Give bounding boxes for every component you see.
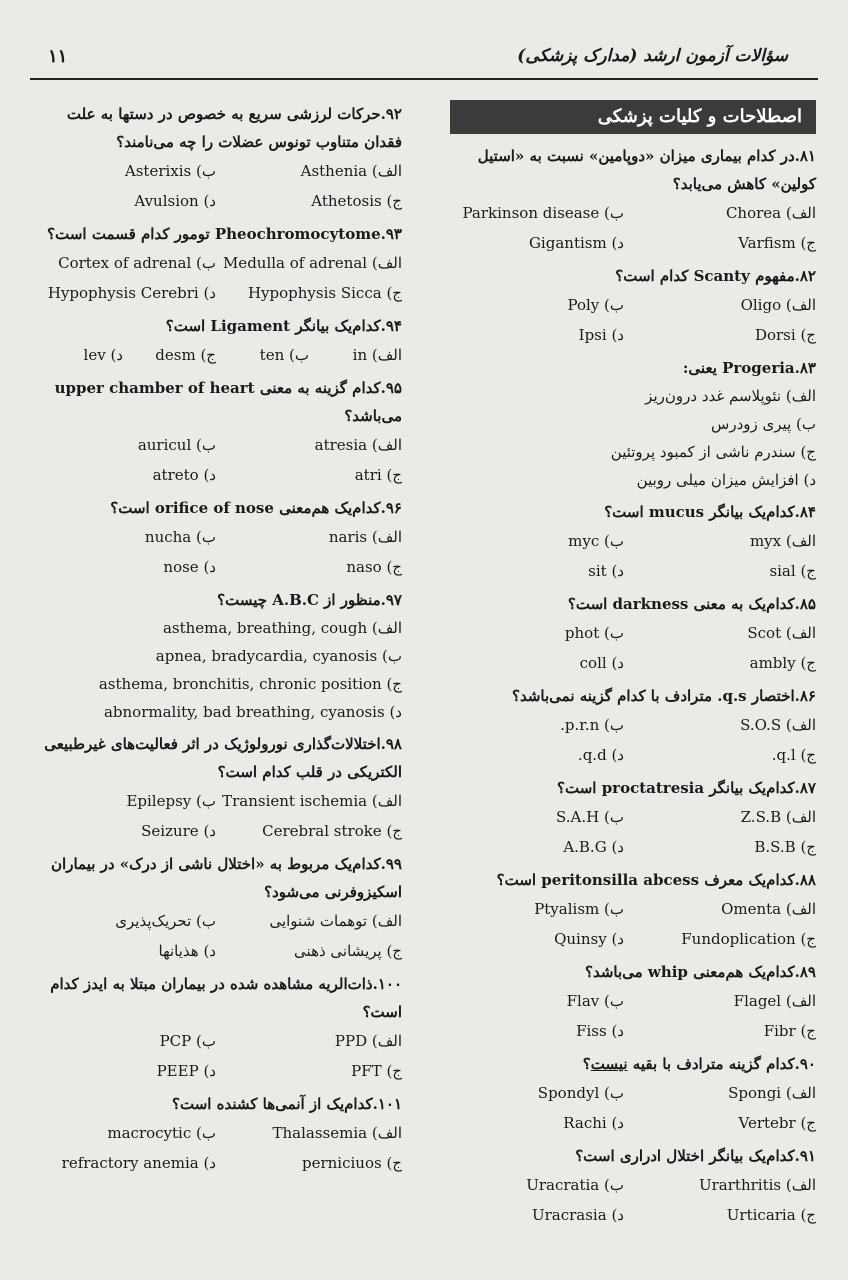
option-b: ب) auricul (137, 436, 216, 454)
option-a: الف) PPD (334, 1032, 402, 1050)
left-column (30, 100, 402, 1182)
option-a: الف) Medulla of adrenal (222, 254, 402, 272)
option-b: ب) nucha (144, 528, 216, 546)
question-101: ۱۰۱.کدام‌یک از آنمی‌ها کشنده است؟ الف) Thalassemia ب) macrocytic ج) perniciuos د) refractory anemia (30, 1090, 402, 1178)
option-d: د) Ipsi (578, 326, 624, 344)
option-c: ج) پریشانی ذهنی (294, 942, 402, 960)
question-93: ۹۳.Pheochromocytome تومور کدام قسمت است؟ الف) Medulla of adrenal ب) Cortex of adrenal ج) Hypophysis Sicca د) Hypophysis Cerebri (30, 220, 402, 308)
option-c: ج) Athetosis (311, 192, 402, 210)
option-c: ج) sial (769, 562, 816, 580)
option-b: ب) Epilepsy (126, 792, 216, 810)
option-a: الف) myx (749, 532, 816, 550)
option-c: ج) سندرم ناشی از کمبود پروتئین (610, 443, 816, 461)
question-text: Pheochromocytome تومور کدام قسمت است؟ (47, 225, 381, 243)
option-a: الف) Urarthritis (699, 1176, 816, 1194)
option-a: الف) نئوپلاسم غدد درون‌ریز (645, 387, 816, 405)
option-a: الف) Oligo (740, 296, 816, 314)
question-88: ۸۸.کدام‌یک معرف peritonsilla abcess است؟ الف) Omenta ب) Ptyalism ج) Fundoplication د) Quinsy (432, 866, 816, 954)
option-a: الف) in (352, 346, 402, 364)
option-b: ب) S.A.H (556, 808, 624, 826)
question-text: کدام‌یک هم‌معنی whip می‌باشد؟ (584, 963, 795, 981)
option-a: الف) atresia (314, 436, 402, 454)
option-a: الف) توهمات شنوایی (269, 912, 402, 930)
option-a: الف) asthema, breathing, cough (162, 619, 402, 637)
option-c: ج) Vertebr (738, 1114, 816, 1132)
option-c: ج) perniciuos (301, 1154, 402, 1172)
underlined-word: نیست (590, 1055, 628, 1073)
option-a: الف) Thalassemia (272, 1124, 402, 1142)
option-d: د) هذیانها (158, 942, 216, 960)
option-d: د) q.d. (577, 746, 624, 764)
option-b: ب) Asterixis (124, 162, 216, 180)
question-text: اختصار q.s. مترادف با کدام گزینه نمی‌باشد؟ (512, 687, 795, 705)
option-b: ب) macrocytic (107, 1124, 216, 1142)
option-d: د) Rachi (563, 1114, 624, 1132)
option-d: د) abnormality, bad breathing, cyanosis (103, 703, 402, 721)
question-84: ۸۴.کدام‌یک بیانگر mucus است؟ الف) myx ب) myc ج) sial د) sit (432, 498, 816, 586)
option-c: ج) Dorsi (754, 326, 816, 344)
option-c: ج) desm (155, 346, 216, 364)
option-c: ج) q.l. (771, 746, 816, 764)
page-number: ۱۱ (48, 46, 68, 67)
option-b: ب) Ptyalism (534, 900, 624, 918)
question-text: کدام‌یک بیانگر اختلال ادراری است؟ (575, 1147, 795, 1165)
question-85: ۸۵.کدام‌یک به معنی darkness است؟ الف) Scot ب) phot ج) ambly د) coll (432, 590, 816, 678)
option-b: ب) phot (564, 624, 624, 642)
question-82: ۸۲.مفهوم Scanty کدام است؟ الف) Oligo ب) Poly ج) Dorsi د) Ipsi (432, 262, 816, 350)
option-b: ب) p.r.n. (560, 716, 624, 734)
question-90: ۹۰.کدام گزینه مترادف با بقیه نیست؟ الف) Spongi ب) Spondyl ج) Vertebr د) Rachi (432, 1050, 816, 1138)
option-a: الف) Z.S.B (740, 808, 816, 826)
question-97: ۹۷.منظور از A.B.C چیست؟ الف) asthema, breathing, cough ب) apnea, bradycardia, cyanosis ج) asthema, bronchitis, chronic position د) abnormality, bad breathing, cyanosis (30, 586, 402, 726)
option-b: ب) ten (259, 346, 309, 364)
option-b: ب) Uracratia (526, 1176, 624, 1194)
question-text: کدام‌یک مربوط به «اختلال ناشی از درک» در بیماران اسکیزوفرنی می‌شود؟ (51, 855, 402, 901)
question-text: کدام‌یک بیانگر mucus است؟ (604, 503, 795, 521)
question-87: ۸۷.کدام‌یک بیانگر proctatresia است؟ الف) Z.S.B ب) S.A.H ج) B.S.B د) A.B.G (432, 774, 816, 862)
option-a: الف) Scot (747, 624, 816, 642)
option-a: الف) Asthenia (300, 162, 402, 180)
option-d: د) nose (163, 558, 216, 576)
option-b: ب) PCP (159, 1032, 216, 1050)
option-b: ب) myc (568, 532, 624, 550)
question-text: منظور از A.B.C چیست؟ (217, 591, 381, 609)
book-title: سؤالات آزمون ارشد (مدارک پزشکی) (517, 46, 788, 66)
question-100: ۱۰۰.ذات‌الریه مشاهده شده در بیماران مبتلا به ایدز کدام است؟ الف) PPD ب) PCP ج) PFT د) PEEP (30, 970, 402, 1086)
question-92: ۹۲.حرکات لرزشی سریع به خصوص در دستها به علت فقدان متناوب تونوس عضلات را چه می‌نامند؟ الف) Asthenia ب) Asterixis ج) Athetosis د) Avulsion (30, 100, 402, 216)
question-94: ۹۴.کدام‌یک بیانگر Ligament است؟ الف) in ب) ten ج) desm د) lev (30, 312, 402, 370)
option-c: ج) atri (354, 466, 402, 484)
option-d: د) A.B.G (563, 838, 624, 856)
option-b: ب) Poly (567, 296, 624, 314)
option-b: ب) تحریک‌پذیری (115, 912, 216, 930)
option-c: ج) Cerebral stroke (262, 822, 402, 840)
option-a: الف) S.O.S (740, 716, 816, 734)
question-83: ۸۳.Progeria یعنی: الف) نئوپلاسم غدد درون‌ریز ب) پیری زودرس ج) سندرم ناشی از کمبود پروتئین د) افزایش میزان میلی روبین (432, 354, 816, 494)
option-d: د) Avulsion (134, 192, 216, 210)
option-d: د) Quinsy (554, 930, 624, 948)
question-99: ۹۹.کدام‌یک مربوط به «اختلال ناشی از درک» در بیماران اسکیزوفرنی می‌شود؟ الف) توهمات شنوایی ب) تحریک‌پذیری ج) پریشانی ذهنی د) هذیانها (30, 850, 402, 966)
option-c: ج) Urticaria (726, 1206, 816, 1224)
question-text: کدام گزینه به معنی upper chamber of heart می‌باشد؟ (54, 379, 402, 425)
option-b: ب) Flav (566, 992, 624, 1010)
option-c: ج) ambly (749, 654, 816, 672)
option-d: د) Seizure (141, 822, 216, 840)
option-b: ب) پیری زودرس (711, 415, 816, 433)
question-text: کدام گزینه مترادف با بقیه (627, 1055, 795, 1073)
question-89: ۸۹.کدام‌یک هم‌معنی whip می‌باشد؟ الف) Flagel ب) Flav ج) Fibr د) Fiss (432, 958, 816, 1046)
option-a: الف) Chorea (725, 204, 816, 222)
option-d: د) coll (579, 654, 624, 672)
question-81: ۸۱.در کدام بیماری میزان «دوپامین» نسبت به «استیل کولین» کاهش می‌یابد؟ الف) Chorea ب) Parkinson disease ج) Varfism د) Gigantism (432, 142, 816, 258)
header-divider (30, 78, 818, 80)
question-text: کدام‌یک از آنمی‌ها کشنده است؟ (172, 1095, 373, 1113)
option-d: د) lev (83, 346, 123, 364)
question-text: کدام‌یک بیانگر proctatresia است؟ (557, 779, 795, 797)
option-d: د) افزایش میزان میلی روبین (636, 471, 816, 489)
option-d: د) Fiss (576, 1022, 624, 1040)
option-d: د) Hypophysis Cerebri (47, 284, 216, 302)
question-91: ۹۱.کدام‌یک بیانگر اختلال ادراری است؟ الف) Urarthritis ب) Uracratia ج) Urticaria د) Uracrasia (432, 1142, 816, 1230)
question-text: کدام‌یک معرف peritonsilla abcess است؟ (496, 871, 795, 889)
option-c: ج) B.S.B (754, 838, 816, 856)
question-96: ۹۶.کدام‌یک هم‌معنی orifice of nose است؟ الف) naris ب) nucha ج) naso د) nose (30, 494, 402, 582)
option-c: ج) Hypophysis Sicca (247, 284, 402, 302)
question-text: Progeria یعنی: (682, 359, 795, 377)
option-b: ب) Cortex of adrenal (58, 254, 216, 272)
option-d: د) sit (588, 562, 624, 580)
question-text: ذات‌الریه مشاهده شده در بیماران مبتلا به ایدز کدام است؟ (50, 975, 402, 1021)
option-b: ب) Parkinson disease (462, 204, 624, 222)
question-text: اختلالات‌گذاری نورولوژیک در اثر فعالیت‌های غیرطبیعی الکتریکی در قلب کدام است؟ (44, 735, 402, 781)
option-a: الف) naris (328, 528, 402, 546)
option-b: ب) apnea, bradycardia, cyanosis (155, 647, 402, 665)
section-title: اصطلاحات و کلیات پزشکی (450, 100, 816, 134)
question-text: کدام‌یک هم‌معنی orifice of nose است؟ (110, 499, 381, 517)
option-b: ب) Spondyl (537, 1084, 624, 1102)
option-a: الف) Spongi (728, 1084, 816, 1102)
option-a: الف) Flagel (733, 992, 816, 1010)
option-c: ج) Fundoplication (681, 930, 816, 948)
option-c: ج) Fibr (763, 1022, 816, 1040)
question-98: ۹۸.اختلالات‌گذاری نورولوژیک در اثر فعالیت‌های غیرطبیعی الکتریکی در قلب کدام است؟ الف) Transient ischemia ب) Epilepsy ج) Cerebral stroke د) Seizure (30, 730, 402, 846)
question-86: ۸۶.اختصار q.s. مترادف با کدام گزینه نمی‌باشد؟ الف) S.O.S ب) p.r.n. ج) q.l. د) q.d. (432, 682, 816, 770)
question-text: مفهوم Scanty کدام است؟ (615, 267, 795, 285)
option-c: ج) naso (346, 558, 402, 576)
option-d: د) atreto (152, 466, 216, 484)
question-text: حرکات لرزشی سریع به خصوص در دستها به علت فقدان متناوب تونوس عضلات را چه می‌نامند؟ (66, 105, 402, 151)
option-a: الف) Omenta (721, 900, 816, 918)
question-95: ۹۵.کدام گزینه به معنی upper chamber of heart می‌باشد؟ الف) atresia ب) auricul ج) atri د) atreto (30, 374, 402, 490)
option-d: د) refractory anemia (61, 1154, 216, 1172)
option-a: الف) Transient ischemia (222, 792, 402, 810)
option-c: ج) asthema, bronchitis, chronic position (98, 675, 402, 693)
right-column (432, 100, 816, 1234)
option-d: د) PEEP (156, 1062, 216, 1080)
question-text: در کدام بیماری میزان «دوپامین» نسبت به «استیل کولین» کاهش می‌یابد؟ (477, 147, 816, 193)
option-c: ج) Varfism (738, 234, 816, 252)
question-text: کدام‌یک بیانگر Ligament است؟ (165, 317, 381, 335)
option-d: د) Gigantism (528, 234, 624, 252)
option-d: د) Uracrasia (531, 1206, 624, 1224)
question-text: کدام‌یک به معنی darkness است؟ (567, 595, 795, 613)
option-c: ج) PFT (351, 1062, 402, 1080)
